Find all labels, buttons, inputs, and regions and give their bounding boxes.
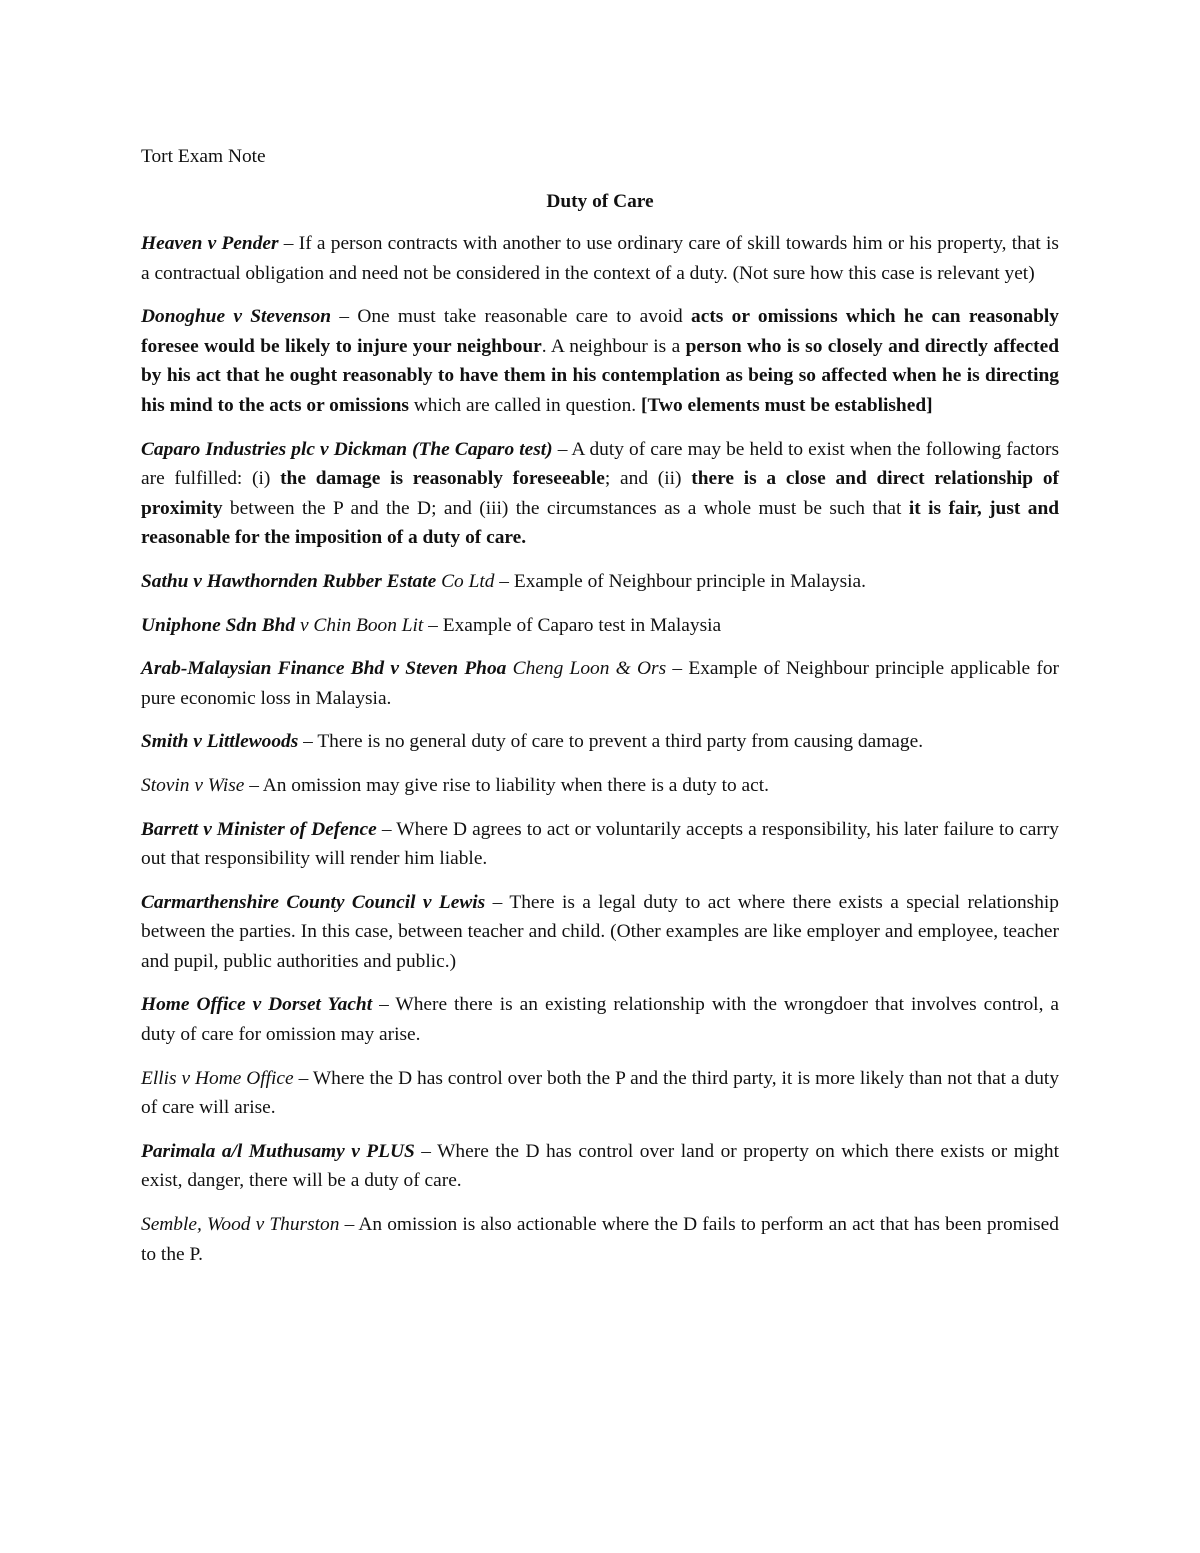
case-text: – Where the D has control over land or property on which there exists or might exist, danger, there will be a duty of care.	[141, 1140, 1059, 1192]
case-text: there is a close and direct relationship of proximity	[141, 468, 1060, 519]
case-name: Home Office v Dorset Yacht	[141, 994, 373, 1016]
case-text: – Where D agrees to act or voluntarily accepts a responsibility, his later failure to carry out that responsibility will render him liable.	[141, 818, 1059, 870]
case-name: Parimala a/l Muthusamy v PLUS	[141, 1140, 415, 1162]
case-text: v Chin Boon Lit	[295, 614, 424, 636]
case-paragraph	[141, 229, 1059, 288]
case-paragraph	[141, 435, 1059, 553]
case-paragraph	[141, 888, 1059, 977]
case-text: – A duty of care may be held to exist when the following factors are fulfilled: (i)	[141, 438, 1059, 490]
case-text: – Where the D has control over both the P and the third party, it is more likely than not that a duty of care will arise.	[141, 1067, 1060, 1119]
case-text: – There is no general duty of care to prevent a third party from causing damage.	[298, 731, 924, 753]
case-text: – One must take reasonable care to avoid	[331, 306, 692, 328]
case-name: Sathu v Hawthornden Rubber Estate	[141, 570, 437, 592]
case-text: [Two elements must be established]	[641, 394, 933, 416]
case-name: Uniphone Sdn Bhd	[141, 614, 296, 636]
case-paragraph	[141, 1064, 1059, 1123]
case-text: which are called in question.	[408, 394, 641, 416]
case-paragraph	[141, 567, 1059, 597]
case-name: Stovin v Wise	[141, 774, 245, 796]
case-list	[141, 229, 1059, 1269]
case-text: – There is a legal duty to act where there exists a special relationship between the parties. In this case, between teacher and child. (Other examples are like employer and employee, teacher and pupil, public authorities and public.)	[141, 891, 1059, 972]
case-text: – Example of Neighbour principle in Malaysia.	[494, 570, 867, 592]
document-body	[141, 140, 1059, 1283]
case-text: – If a person contracts with another to use ordinary care of skill towards him or his property, that is a contractual obligation and need not be considered in the context of a duty. (Not sure how this case is relevant yet)	[141, 233, 1059, 284]
section-heading: Duty of Care	[546, 191, 654, 212]
case-text: – Where there is an existing relationship with the wrongdoer that involves control, a duty of care for omission may arise.	[141, 994, 1059, 1046]
case-name: Semble, Wood v Thurston	[141, 1214, 340, 1236]
document-label: Tort Exam Note	[141, 146, 266, 167]
case-name: Caparo Industries plc v Dickman (The Caparo test)	[141, 438, 553, 460]
case-paragraph	[141, 1137, 1059, 1196]
case-text: the damage is reasonably foreseeable	[280, 468, 605, 490]
case-text: – An omission is also actionable where the D fails to perform an act that has been promised to the P.	[141, 1214, 1059, 1265]
case-text: – Example of Neighbour principle applicable for pure economic loss in Malaysia.	[141, 658, 1059, 709]
case-name: Donoghue v Stevenson	[141, 306, 332, 328]
case-paragraph	[141, 727, 1059, 757]
case-name: Ellis v Home Office	[141, 1067, 294, 1089]
case-text: – An omission may give rise to liability when there is a duty to act.	[244, 774, 769, 796]
case-text: acts or omissions which he can reasonably foresee would be likely to injure your neighbour	[141, 306, 1059, 357]
case-name: Barrett v Minister of Defence	[141, 818, 377, 840]
case-paragraph	[141, 1210, 1059, 1269]
case-text: Cheng Loon & Ors	[506, 658, 667, 680]
case-paragraph	[141, 815, 1059, 874]
case-text: . A neighbour is a	[541, 335, 686, 357]
case-name: Carmarthenshire County Council v Lewis	[141, 891, 486, 913]
case-name: Arab-Malaysian Finance Bhd v Steven Phoa	[141, 658, 507, 680]
case-paragraph	[141, 771, 1059, 801]
case-text: person who is so closely and directly affected by his act that he ought reasonably to have them in his contemplation as being so affected when he is directing his mind to the acts or omissions	[141, 335, 1059, 416]
case-name: Heaven v Pender	[141, 233, 279, 254]
case-name: Smith v Littlewoods	[141, 731, 299, 753]
case-text: ; and (ii)	[604, 468, 692, 490]
case-text: it is fair, just and reasonable for the imposition of a duty of care.	[141, 497, 1060, 549]
case-text: between the P and the D; and (iii) the circumstances as a whole must be such that	[222, 497, 909, 519]
case-paragraph	[141, 611, 1059, 641]
case-text: Co Ltd	[436, 570, 495, 592]
case-paragraph	[141, 654, 1059, 713]
case-paragraph	[141, 990, 1059, 1049]
case-text: – Example of Caparo test in Malaysia	[423, 614, 722, 636]
case-paragraph	[141, 302, 1059, 420]
